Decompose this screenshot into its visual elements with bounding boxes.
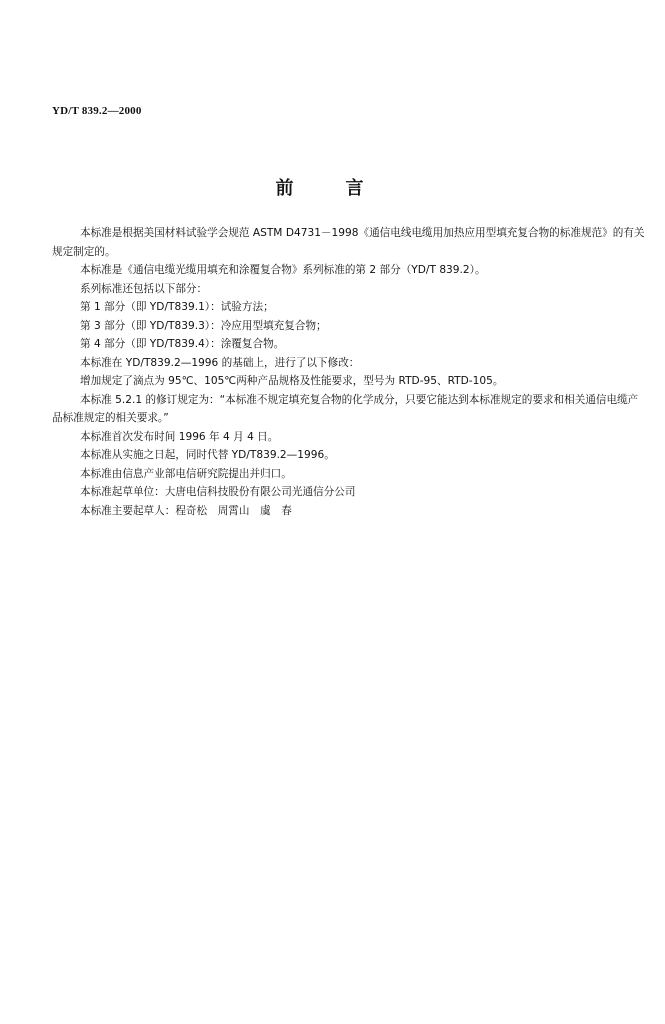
page-title: 前言 bbox=[275, 178, 416, 199]
list-item-part-4: 第 4 部分（即 YD/T839.4）：涂覆复合物。 bbox=[80, 338, 285, 350]
paragraph-proposer: 本标准由信息产业部电信研究院提出并归口。 bbox=[80, 467, 292, 480]
paragraph-added-specs: 增加规定了滴点为 95℃、105℃两种产品规格及性能要求，型号为 RTD-95、RTD-105。 bbox=[80, 375, 504, 387]
paragraph-replaces: 本标准从实施之日起，同时代替 YD/T839.2—1996。 bbox=[80, 449, 335, 461]
foreword-body bbox=[52, 224, 647, 520]
paragraph-revision-basis: 本标准在 YD/T839.2—1996 的基础上，进行了以下修改： bbox=[80, 356, 360, 369]
paragraph-first-release: 本标准首次发布时间 1996 年 4 月 4 日。 bbox=[80, 430, 279, 443]
list-item-part-3: 第 3 部分（即 YD/T839.3）：冷应用型填充复合物； bbox=[80, 319, 327, 332]
paragraph-drafters: 本标准主要起草人：程奇松 周霄山 虞 春 bbox=[80, 504, 292, 517]
paragraph-series-includes: 系列标准还包括以下部分： bbox=[80, 282, 208, 295]
paragraph-basis: 本标准是根据美国材料试验学会规范 ASTM D4731－1998《通信电线电缆用加热应用型填充复合物的标准规范》的有关规定制定的。 bbox=[52, 227, 645, 258]
paragraph-clause-revision: 本标准 5.2.1 的修订规定为：“本标准不规定填充复合物的化学成分，只要它能达到本标准规定的要求和相关通信电缆产品标准规定的相关要求。” bbox=[52, 393, 639, 424]
paragraph-drafting-unit: 本标准起草单位：大唐电信科技股份有限公司光通信分公司 bbox=[80, 486, 356, 498]
paragraph-series-part: 本标准是《通信电缆光缆用填充和涂覆复合物》系列标准的第 2 部分（YD/T 839.2）。 bbox=[80, 264, 486, 276]
standard-code: YD/T 839.2—2000 bbox=[52, 105, 142, 117]
list-item-part-1: 第 1 部分（即 YD/T839.1）：试验方法； bbox=[80, 301, 274, 313]
